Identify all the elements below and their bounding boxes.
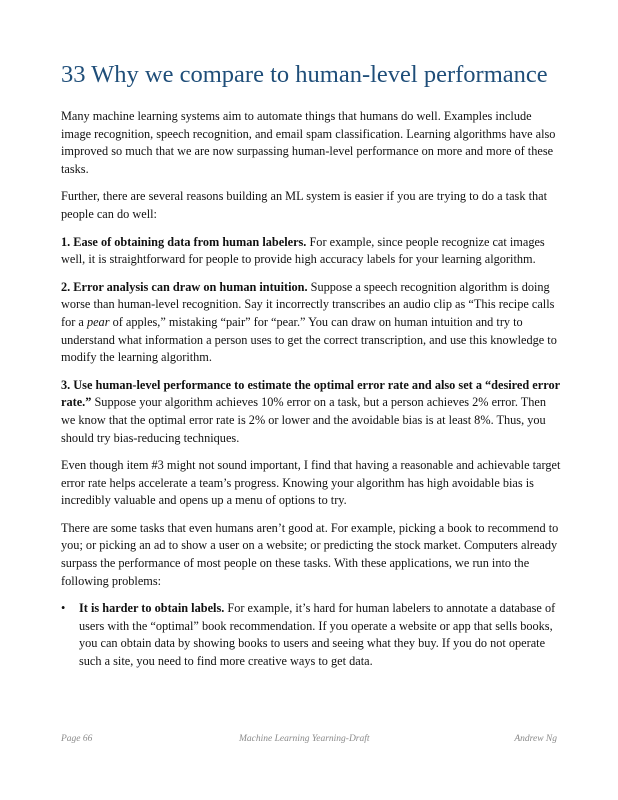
item-1-heading: 1. Ease of obtaining data from human labelers. (61, 234, 307, 249)
paragraph-item-2 (61, 279, 561, 367)
item-2-text-b: of apples,” mistaking “pair” for “pear.” You can draw on human intuition and try to understand what information a person uses to get the correct transcription, and use this knowledge to modify the learning algorithm. (61, 314, 557, 365)
paragraph-hard-tasks: There are some tasks that even humans aren’t good at. For example, picking a book to recommend to you; or picking an ad to show a user on a website; or predicting the stock market. Computers already surpass the performance of most people on these tasks. With these applications, we run into the following problems: (61, 520, 559, 588)
page-title: 33 Why we compare to human-level performance (61, 61, 548, 88)
paragraph-item-3-followup: Even though item #3 might not sound important, I find that having a reasonable and achievable target error rate helps accelerate a team’s progress. Knowing your algorithm has high avoidable bias is incredibly valuable and opens up a menu of options to try. (61, 458, 561, 508)
bullet-marker: • (61, 601, 66, 616)
paragraph-item-3 (61, 377, 561, 447)
item-2-heading: 2. Error analysis can draw on human intuition. (61, 279, 308, 294)
list-item-text: For example, it’s hard for human labelers to annotate a database of users with the “optimal” book recommendation. If you operate a website or app that sells books, you can obtain data by showing books to users and seeing what they buy. If you do not operate such a site, you need to find more creative ways to get data. (79, 601, 556, 669)
item-2-text-a: Suppose a speech recognition algorithm is doing worse than human-level recognition. Say it incorrectly transcribes an audio clip as “This recipe calls for a (61, 279, 555, 329)
footer-book-title: Machine Learning Yearning-Draft (239, 734, 370, 744)
problem-list (61, 600, 561, 670)
paragraph-item-1 (61, 234, 561, 269)
list-item-heading: It is harder to obtain labels. (79, 601, 225, 616)
list-item (61, 600, 561, 670)
footer-author: Andrew Ng (514, 734, 557, 744)
item-1-text: For example, since people recognize cat images well, it is straightforward for people to provide high accuracy labels for your learning algorithm. (61, 234, 545, 267)
paragraph-reasons-intro: Further, there are several reasons building an ML system is easier if you are trying to do a task that people can do well: (61, 189, 548, 221)
item-2-italic-word: pear (86, 314, 110, 329)
paragraph-intro: Many machine learning systems aim to automate things that humans do well. Examples include image recognition, speech recognition, and email spam classification. Learning algorithms have also improved so much that we are now surpassing human-level performance on more and more of these tasks. (61, 109, 556, 176)
document-page (61, 60, 561, 671)
footer-page-number: Page 66 (61, 734, 93, 744)
item-3-text: Suppose your algorithm achieves 10% error on a task, but a person achieves 2% error. Then we know that the optimal error rate is 2% or lower and the avoidable bias is at least 8%. Thus, you should try bias-reducing techniques. (61, 395, 547, 445)
item-3-heading: 3. Use human-level performance to estimate the optimal error rate and also set a “desired error rate.” (61, 377, 560, 410)
